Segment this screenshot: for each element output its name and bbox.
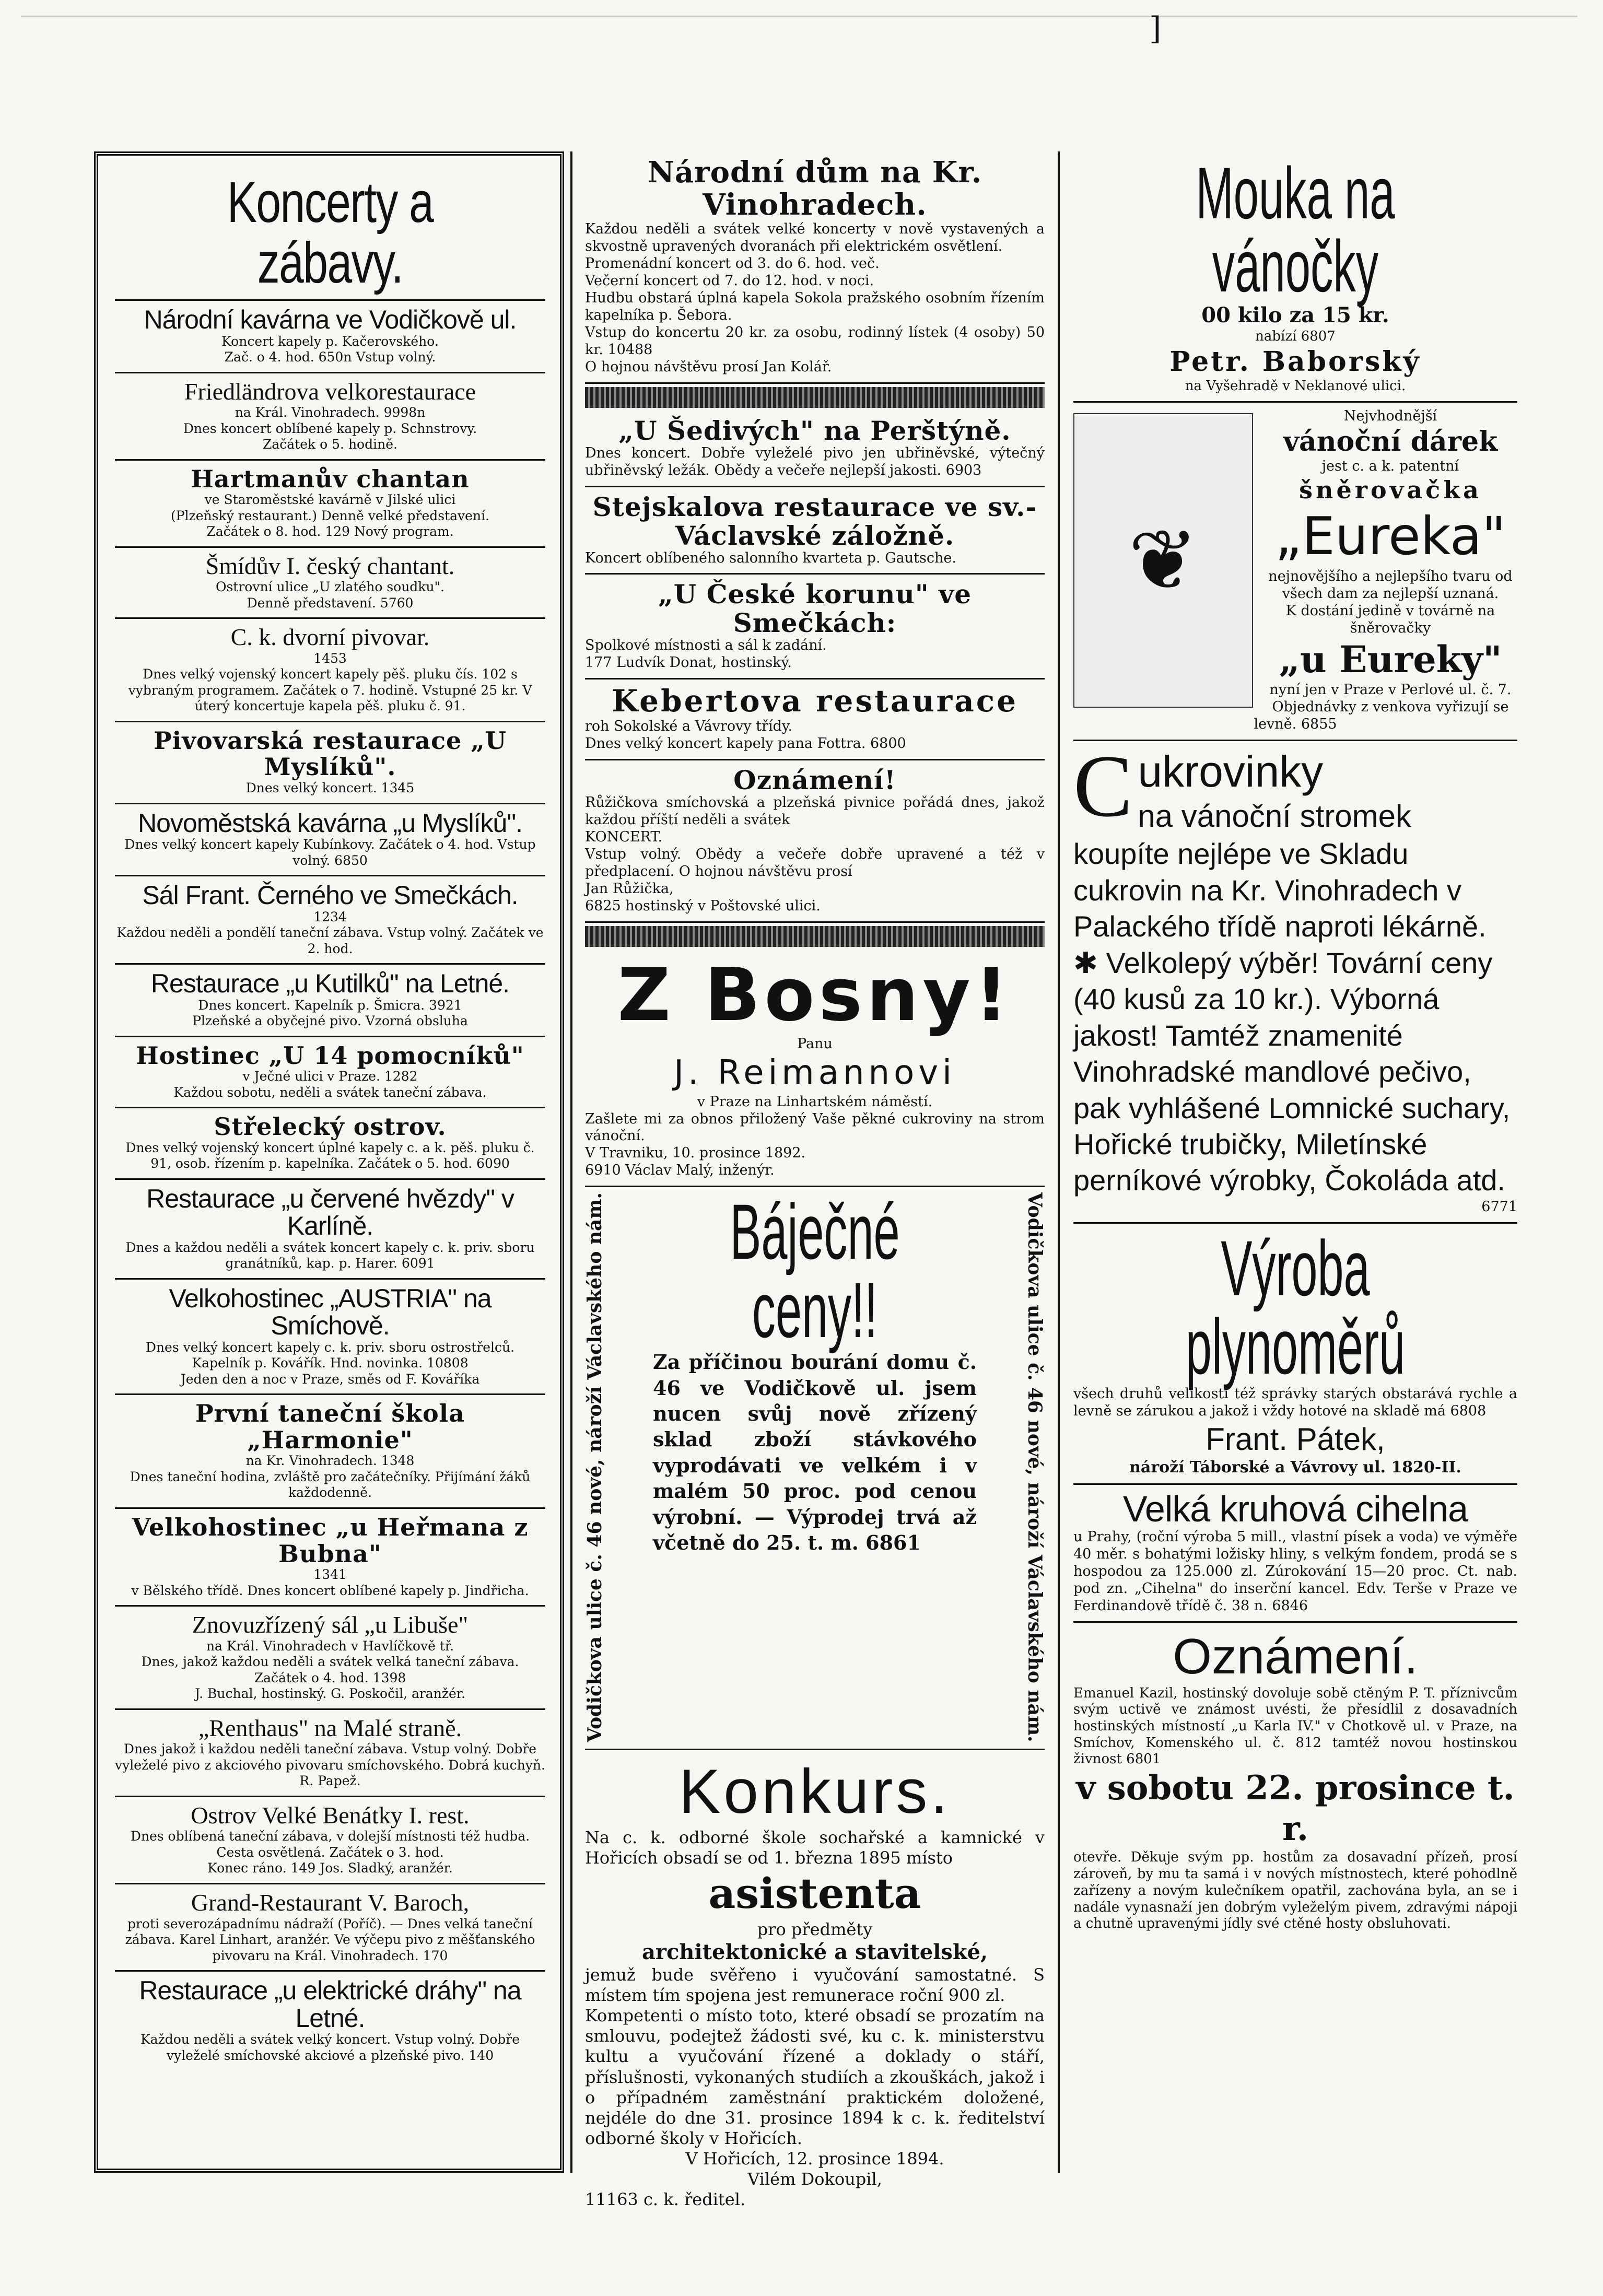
ad-title: Sál Frant. Černého ve Smečkách. (142, 881, 518, 910)
concert-ad (115, 373, 545, 461)
column-rule (1058, 151, 1060, 2173)
ad-text: V Hořicích, 12. prosince 1894. (685, 2148, 944, 2169)
ad-title: Šmídův I. český chantant. (205, 552, 455, 579)
ad-text: na vánoční stromek (1138, 799, 1411, 834)
ad-text: Začátek o 8. hod. 129 Nový program. (206, 524, 454, 540)
ad-text: 00 kilo za 15 kr. (1201, 303, 1389, 327)
ad-text: Každou neděli a svátek velké koncerty v nově vystavených a skvostně upravených dvoranách při elektrickém osvětlení. (585, 221, 1045, 255)
ad-text: „u Eureky" (1279, 637, 1502, 681)
concert-ad (115, 965, 545, 1037)
ad-title: Znovuzřízený sál „u Libuše" (192, 1611, 469, 1638)
ad-text: nejnovějšího a nejlepšího tvaru od všech dam za nejlepší uznaná. (1268, 568, 1513, 602)
ad-title: C. k. dvorní pivovar. (230, 624, 430, 651)
ad-text: Emanuel Kazil, hostinský dovoluje sobě ctěným P. T. příznivcům svým uctivě ve známost uvésti, že přesídlil z dosavadních hostinských místností „u Karla IV." v Chotkově ul. v Praze, na Smíchov, Komenského ul. č. 812 tamtéž novou hostinskou živnost 6801 (1073, 1685, 1517, 1767)
ad-title: Grand-Restaurant V. Baroch, (191, 1889, 470, 1916)
ad-text: Každou neděli a svátek velký koncert. Vstup volný. Dobře vyleželé smíchovské akciové a plzeňské pivo. 140 (140, 2032, 520, 2063)
ad-title: Novoměstská kavárna „u Myslíků". (138, 808, 522, 838)
ad-text: J. Buchal, hostinský. G. Poskočil, aranžér. (195, 1686, 465, 1702)
ad-title: Konkurs. (678, 1756, 951, 1826)
ad-title: Restaurace „u červené hvězdy" v Karlíně. (146, 1184, 514, 1241)
ad-text: Jan Růžička, (585, 880, 674, 897)
ad-text: na Vyšehradě v Neklanové ulici. (1185, 378, 1406, 394)
top-mark: ] (1149, 10, 1162, 47)
corset-icon: ❦ (1128, 511, 1199, 610)
ad-title: Oznámení. (1173, 1628, 1418, 1684)
concert-ad (115, 1037, 545, 1109)
ad-text: Promenádní koncert od 3. do 6. hod. več. (585, 255, 880, 272)
ad-text: Dnes velký vojenský koncert kapely pěš. pluku čís. 102 s vybraným programem. Začátek o 7. hodině. Vstupné 25 kr. V úterý koncertuje kapela pěš. pluku č. 91. (128, 666, 532, 714)
concert-ad (115, 1108, 545, 1180)
ad-text: (Plzeňský restaurant.) Denně velké představení. (170, 508, 490, 523)
side-text-right: Vodičkova ulice č. 46 nové, nároží Václavského nám. (1024, 1192, 1046, 1742)
ad-text: Hudbu obstará úplná kapela Sokola pražského osobním řízením kapelníka p. Šebora. (585, 289, 1045, 323)
concert-ad (115, 804, 545, 877)
ad-text: pro předměty (757, 1919, 873, 1939)
right-ad (1073, 403, 1517, 741)
ad-text: KONCERT. (585, 828, 663, 845)
ad-text: nabízí 6807 (1255, 328, 1336, 344)
ad-text: Konec ráno. 149 Jos. Sladký, aranžér. (207, 1860, 453, 1876)
ad-text: 11163 c. k. ředitel. (585, 2189, 746, 2209)
ad-text: proti severozápadnímu nádraží (Poříč). — Dnes velká taneční zábava. Karel Linhart, aranžér. Ve výčepu pivo z měšťanského pivovaru na Král. Vinohradech. 170 (125, 1916, 535, 1963)
middle-ad (585, 1750, 1045, 2216)
ad-text: Dnes koncert. Dobře vyleželé pivo jen ubřiněvské, výtečný ubřiněvský ležák. Obědy a večeře nejlepší jakosti. 6903 (585, 444, 1045, 478)
ad-text: J. Reimannovi (674, 1053, 956, 1093)
ad-title: Restaurace „u Kutilků" na Letné. (150, 969, 510, 999)
ad-text: na Král. Vinohradech v Havlíčkově tř. (206, 1638, 454, 1654)
ad-title: Hostinec „U 14 pomocníků" (136, 1041, 524, 1070)
column-rule (570, 151, 572, 2173)
ad-text: Na c. k. odborné škole sochařské a kamnické v Hořicích obsadí se od 1. března 1895 místo (585, 1827, 1045, 1868)
ad-text: všech druhů velikosti též správky starých obstarává rychle a levně se zárukou a jakož i vždy hotové na skladě má 6808 (1073, 1385, 1517, 1419)
decorative-band (585, 926, 1045, 947)
middle-ad (585, 411, 1045, 487)
sale-block (584, 1188, 1046, 1742)
ad-text: na Kr. Vinohradech. 1348 (245, 1453, 415, 1469)
ad-title: Velká kruhová cihelna (1123, 1489, 1468, 1530)
middle-ad (585, 575, 1045, 680)
concert-ad (115, 1395, 545, 1509)
ad-text: 6825 hostinský v Poštovské ulici. (585, 897, 821, 914)
ad-text: Dnes taneční hodina, zvláště pro začátečníky. Přijímání žáků každodenně. (130, 1469, 531, 1501)
column-concerts (94, 151, 564, 2173)
right-ad (1073, 151, 1517, 403)
ad-text: Každou sobotu, neděli a svátek taneční zábava. (173, 1084, 487, 1100)
ad-text: Dnes koncert oblíbené kapely p. Schnstrovy. (183, 420, 477, 436)
ad-text: Dnes jakož i každou neděli taneční zábava. Vstup volný. Dobře vyleželé pivo z akciového pivovaru smíchovského. Dobrá kuchyň. R. Papež. (115, 1741, 545, 1789)
ad-title: Z Bosny! (617, 952, 1012, 1038)
ad-text: „Eureka" (1274, 506, 1506, 567)
ad-title: Střelecký ostrov. (214, 1112, 447, 1141)
ad-title: Stejskalova restaurace ve sv.-Václavské záložně. (592, 491, 1037, 551)
ad-title: „Renthaus" na Malé straně. (198, 1714, 462, 1741)
concert-ad (115, 1972, 545, 2070)
concert-ad (115, 461, 545, 548)
ad-text: Dnes koncert. Kapelník p. Šmicra. 3921 (198, 997, 462, 1013)
ad-title: První taneční škola „Harmonie" (195, 1399, 465, 1454)
ad-title: „U Šedivých" na Perštýně. (618, 415, 1011, 446)
concert-ad (115, 1280, 545, 1396)
ad-text: v Ječné ulici v Praze. 1282 (242, 1069, 418, 1084)
ad-title: Restaurace „u elektrické dráhy" na Letné. (139, 1976, 521, 2033)
concert-ad (115, 548, 545, 619)
ad-text: Dnes velký koncert kapely c. k. priv. sboru ostrostřelců. Kapelník p. Kovářík. Hnd. novinka. 10808 (145, 1339, 515, 1371)
ad-text: Kompetenti o místo toto, které obsadí se prozatím na smlouvu, podejtež žádosti své, ku c. k. ministerstvu kultu a vyučování řízené a doklady o stáří, příslušnosti, vykonaných studiích a zkouškách, jakož i o případném zaměstnání praktickém doložené, nejdéle do dne 31. prosince 1894 k c. k. ředitelství odborné školy v Hořicích. (585, 2006, 1045, 2148)
sale-body (648, 1188, 982, 1742)
ad-title: Velkohostinec „u Heřmana z Bubna" (132, 1513, 529, 1568)
ad-text: šněrovačka (1299, 475, 1482, 504)
concert-ad (115, 1797, 545, 1884)
ad-title: Hartmanův chantan (191, 464, 470, 493)
ad-text: Dnes velký koncert kapely Kubínkovy. Začátek o 4. hod. Vstup volný. 6850 (124, 837, 536, 868)
ad-text: O hojnou návštěvu prosí Jan Kolář. (585, 358, 832, 375)
concert-ad (115, 1180, 545, 1280)
ad-text: Vstup do koncertu 20 kr. za osobu, rodinný lístek (4 osoby) 50 kr. 10488 (585, 324, 1045, 358)
ad-text: Začátek o 5. hodině. (263, 437, 397, 452)
ad-text: Růžičkova smíchovská a plzeňská pivnice pořádá dnes, jakož každou příští neděli a svátek (585, 794, 1045, 828)
ad-text: Za příčinou bourání domu č. 46 ve Vodičkově ul. jsem nucen svůj nově zřízený sklad zboží stávkového vyprodávati ve velkém i v malém 50 proc. pod cenou výrobní. — Výprodej trvá až včetně do 25. t. m. 6861 (653, 1350, 977, 1554)
middle-ad (585, 950, 1045, 1188)
ad-text: Vstup volný. Obědy a večeře dobře upravené a též v předplacení. O hojnou návštěvu prosí (585, 846, 1045, 880)
concert-ad (115, 619, 545, 722)
section-header (115, 167, 545, 301)
ad-text: Každou neděli a pondělí taneční zábava. Vstup volný. Začátek ve 2. hod. (116, 925, 544, 956)
ad-text: Vilém Dokoupil, (747, 2169, 882, 2189)
column-middle (580, 151, 1050, 2209)
ad-text: jest c. a k. patentní (1321, 458, 1459, 475)
decorative-band (585, 387, 1045, 408)
column-right (1068, 151, 1523, 2173)
ad-number: 6771 (1481, 1198, 1517, 1215)
ad-text: Nejvhodnější (1343, 407, 1437, 424)
ad-text: v Bělského třídě. Dnes koncert oblíbené kapely p. Jindřicha. (131, 1583, 529, 1598)
middle-ad (585, 1187, 1045, 1750)
ad-title: „U České korunu" ve Smečkách: (658, 579, 972, 639)
ad-text: Koncert oblíbeného salonního kvarteta p. Gautsche. (585, 549, 956, 566)
concert-ad (115, 1607, 545, 1710)
middle-ad (585, 487, 1045, 575)
ad-text: Dnes a každou neděli a svátek koncert kapely c. k. priv. sboru granátníků, kap. p. Harer. 6091 (125, 1239, 535, 1271)
ad-text: Večerní koncert od 7. do 12. hod. v noci. (585, 273, 874, 289)
middle-ad (585, 760, 1045, 923)
concert-ad (115, 876, 545, 965)
ad-title: Ostrov Velké Benátky I. rest. (191, 1801, 470, 1829)
ad-text: 1453 (313, 650, 347, 666)
right-ad (1073, 1485, 1517, 1622)
concert-ad (115, 722, 545, 804)
ad-text: u Prahy, (roční výroba 5 mill., vlastní písek a voda) ve výměře 40 měr. s bohatými ložisky hliny, s velkým fondem, prodá se s hospodou za 125.000 zl. Zúrokování 15—20 proc. Ct. nab. pod zn. „Cihelna" do inserční kancel. Edv. Terše v Praze ve Ferdinandově třídě č. 38 n. 6846 (1073, 1528, 1517, 1614)
ad-text: koupíte nejlépe ve Skladu cukrovin na Kr. Vinohradech v Palackého třídě naproti lékárně. ✱ Velkolepý výběr! Tovární ceny (40 kusů za 10 kr.). Výborná jakost! Tamtéž znamenité Vinohradské mandlové pečivo, pak vyhlášené Lomnické suchary, Hořické trubičky, Miletínské perníkové výrobky, Čokoláda atd. (1073, 837, 1511, 1197)
ad-text: Frant. Pátek, (1206, 1421, 1385, 1457)
ad-title: Báječné ceny!! (730, 1188, 900, 1354)
ad-text: Objednávky z venkova vyřizují se levně. 6855 (1254, 699, 1509, 733)
ad-title: Mouka na vánočky (1196, 152, 1395, 307)
ad-text: Dnes velký koncert kapely pana Fottra. 6800 (585, 735, 906, 752)
ad-text: na Král. Vinohradech. 9998n (235, 405, 426, 420)
ad-title: Pivovarská restaurace „U Myslíků". (154, 726, 507, 781)
ad-title: ukrovinky (1138, 747, 1324, 796)
ad-title: Oznámení! (733, 764, 896, 795)
ad-text: ve Staroměstské kavárně v Jilské ulici (204, 492, 456, 508)
section-title: Koncerty a zábavy. (227, 170, 434, 295)
drop-cap: C (1073, 737, 1133, 836)
corset-illustration (1073, 413, 1253, 708)
ad-text: v sobotu 22. prosince t. r. (1076, 1768, 1515, 1849)
middle-ad (585, 680, 1045, 760)
ad-text: jemuž bude svěřeno i vyučování samostatné. S místem tím spojena jest remunerace roční 900 zl. (585, 1965, 1045, 2006)
middle-ad (585, 151, 1045, 384)
ad-text: Petr. Baborský (1169, 345, 1421, 378)
ad-text: otevře. Děkuje svým pp. hostům za dosavadní přízeň, prosí zároveň, by mu ta samá i v nových místnostech, které pohodlně zařízeny a novým kulečníkem opatřil, zachována byla, an se i nadále vynasnaží jen dobrým vyleželým pivem, zdravými nápoji a chutně upravenými jídly své ctěné hosty obsluhovati. (1073, 1849, 1517, 1932)
ad-text: asistenta (708, 1868, 921, 1918)
ad-text: Dnes, jakož každou neděli a svátek velká taneční zábava. Začátek o 4. hod. 1398 (141, 1654, 519, 1685)
ad-text: Zač. o 4. hod. 650n Vstup volný. (224, 349, 436, 365)
side-text-left: Vodičkova ulice č. 46 nové, nároží Václavského nám. (584, 1192, 606, 1742)
ad-title: Národní dům na Kr. Vinohradech. (647, 155, 982, 222)
ad-text: Dnes oblíbená taneční zábava, v dolejší místnosti též hudba. Cesta osvětlená. Začátek o 3. hod. (130, 1829, 530, 1860)
ad-text: roh Sokolské a Vávrovy třídy. (585, 718, 793, 735)
ad-text: 1234 (313, 909, 347, 924)
ad-title: Národní kavárna ve Vodičkově ul. (144, 305, 517, 334)
ad-text: Ostrovní ulice „U zlatého soudku". (215, 579, 445, 595)
right-ad (1073, 1623, 1517, 1939)
ad-title: Velkohostinec „AUSTRIA" na Smíchově. (169, 1283, 492, 1341)
concert-ad (115, 301, 545, 373)
ad-text: architektonické a stavitelské, (641, 1939, 988, 1964)
ad-title: Friedländrova velkorestaurace (184, 378, 476, 405)
ad-text: V Travniku, 10. prosince 1892. (585, 1145, 806, 1162)
concert-ad (115, 1884, 545, 1972)
ad-text: Plzeňské a obyčejné pivo. Vzorná obsluha (192, 1013, 468, 1029)
ad-text: vánoční dárek (1283, 425, 1498, 458)
ad-title: Kebertova restaurace (611, 683, 1018, 719)
ad-text: 6910 Václav Malý, inženýr. (585, 1162, 775, 1179)
ad-text: Zašlete mi za obnos přiložený Vaše pěkné cukroviny na strom vánoční. (585, 1110, 1045, 1144)
ad-text: Dnes velký vojenský koncert úplné kapely c. a k. pěš. pluku č. 91, osob. řízením p. kapelníka. Začátek o 5. hod. 6090 (125, 1140, 535, 1172)
right-ad (1073, 737, 1517, 1224)
right-ad (1073, 1224, 1517, 1485)
ad-title: Výroba plynoměrů (1185, 1224, 1406, 1390)
ad-text: v Praze na Linhartském náměstí. (697, 1093, 933, 1110)
ad-text: 1341 (313, 1567, 347, 1583)
concert-ad (115, 1710, 545, 1797)
ad-text: Dnes velký koncert. 1345 (245, 780, 415, 796)
ad-text: Denně představení. 5760 (247, 595, 414, 611)
ad-text: Panu (797, 1035, 833, 1052)
ad-text: nároží Táborské a Vávrovy ul. 1820-II. (1129, 1458, 1461, 1477)
ad-text: Spolkové místnosti a sál k zadání. (585, 637, 827, 654)
ad-text: Jeden den a noc v Praze, směs od F. Kováříka (180, 1371, 480, 1387)
concert-ad (115, 1509, 545, 1607)
ad-text: nyní jen v Praze v Perlové ul. č. 7. (1269, 682, 1512, 698)
ad-text: K dostání jedině v továrně na šněrovačky (1285, 602, 1495, 636)
ad-text: Koncert kapely p. Kačerovského. (221, 333, 439, 349)
ad-text: 177 Ludvík Donat, hostinský. (585, 654, 792, 671)
top-rule (21, 16, 1577, 17)
